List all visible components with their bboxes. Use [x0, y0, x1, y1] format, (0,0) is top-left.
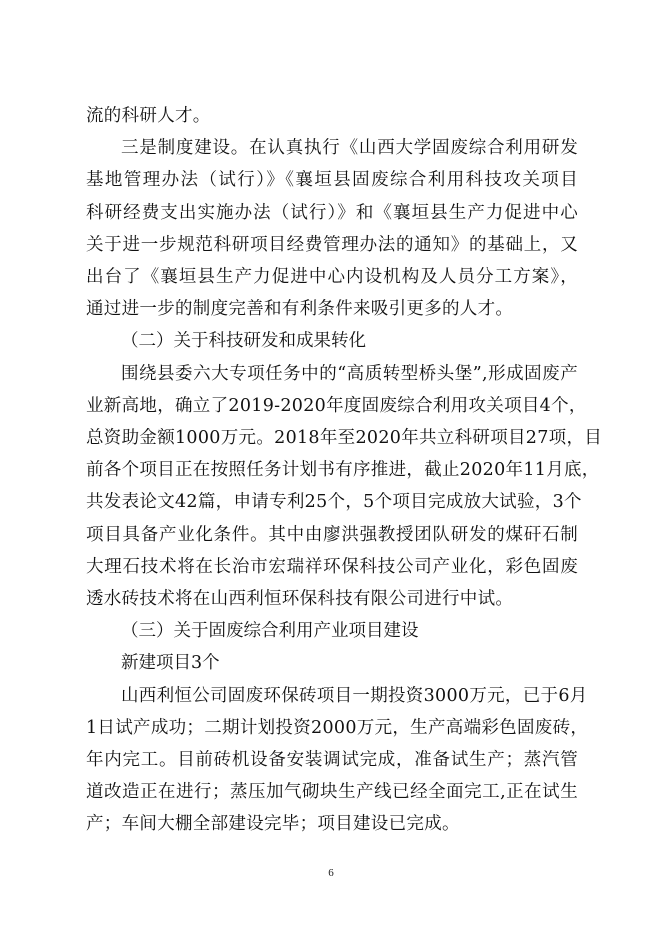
text-line: 道改造正在进行；蒸压加气砌块生产线已经全面完工,正在试生: [86, 782, 578, 803]
text-line: 业新高地，确立了2019-2020年度固废综合利用攻关项目4个，: [86, 395, 587, 416]
paragraph-continuation: [86, 100, 578, 132]
text-line: 出台了《襄垣县生产力促进中心内设机构及人员分工方案》，: [86, 267, 578, 288]
page-number: 6: [328, 867, 334, 879]
text-line: 关于进一步规范科研项目经费管理办法的通知》的基础上，又: [86, 234, 578, 255]
section-heading-industry: （三）关于固废综合利用产业项目建设: [121, 621, 419, 642]
text-line: 通过进一步的制度完善和有利条件来吸引更多的人才。: [86, 299, 514, 320]
text-line: 围绕县委六大专项任务中的“高质转型桥头堡”,形成固废产: [121, 363, 578, 384]
text-line: 大理石技术将在长治市宏瑞祥环保科技公司产业化，彩色固废: [86, 556, 578, 577]
subheading-new-projects: 新建项目3个: [121, 653, 220, 674]
text-line: 总资助金额1000万元。2018年至2020年共立科研项目27项，目: [86, 428, 603, 449]
text-line: 基地管理办法（试行）》《襄垣县固废综合利用科技攻关项目: [86, 170, 578, 191]
document-body: [86, 100, 603, 841]
text-line: 1日试产成功；二期计划投资2000万元，生产高端彩色固废砖，: [86, 717, 589, 738]
text-line: 年内完工。目前砖机设备安装调试完成，准备试生产；蒸汽管: [86, 750, 578, 771]
paragraph-project-details: [86, 680, 589, 841]
text-line: 山西利恒公司固废环保砖项目一期投资3000万元，已于6月: [121, 685, 588, 706]
text-line: 透水砖技术将在山西利恒环保科技有限公司进行中试。: [86, 589, 514, 610]
text-line: 产；车间大棚全部建设完毕；项目建设已完成。: [86, 814, 460, 835]
text-line: 三是制度建设。在认真执行《山西大学固废综合利用研发: [121, 138, 578, 159]
text-line: 前各个项目正在按照任务计划书有序推进，截止2020年11月底，: [86, 460, 600, 481]
paragraph-research-results: [86, 358, 603, 616]
text-line: 共发表论文42篇，申请专利25个，5个项目完成放大试验，3个: [86, 492, 582, 513]
text-line: 流的科研人才。: [86, 106, 211, 126]
text-line: 科研经费支出实施办法（试行）》和《襄垣县生产力促进中心: [86, 202, 578, 223]
paragraph-institution-building: [86, 132, 578, 325]
text-line: 项目具备产业化条件。其中由廖洪强教授团队研发的煤矸石制: [86, 524, 578, 545]
section-heading-research: （二）关于科技研发和成果转化: [121, 331, 366, 352]
